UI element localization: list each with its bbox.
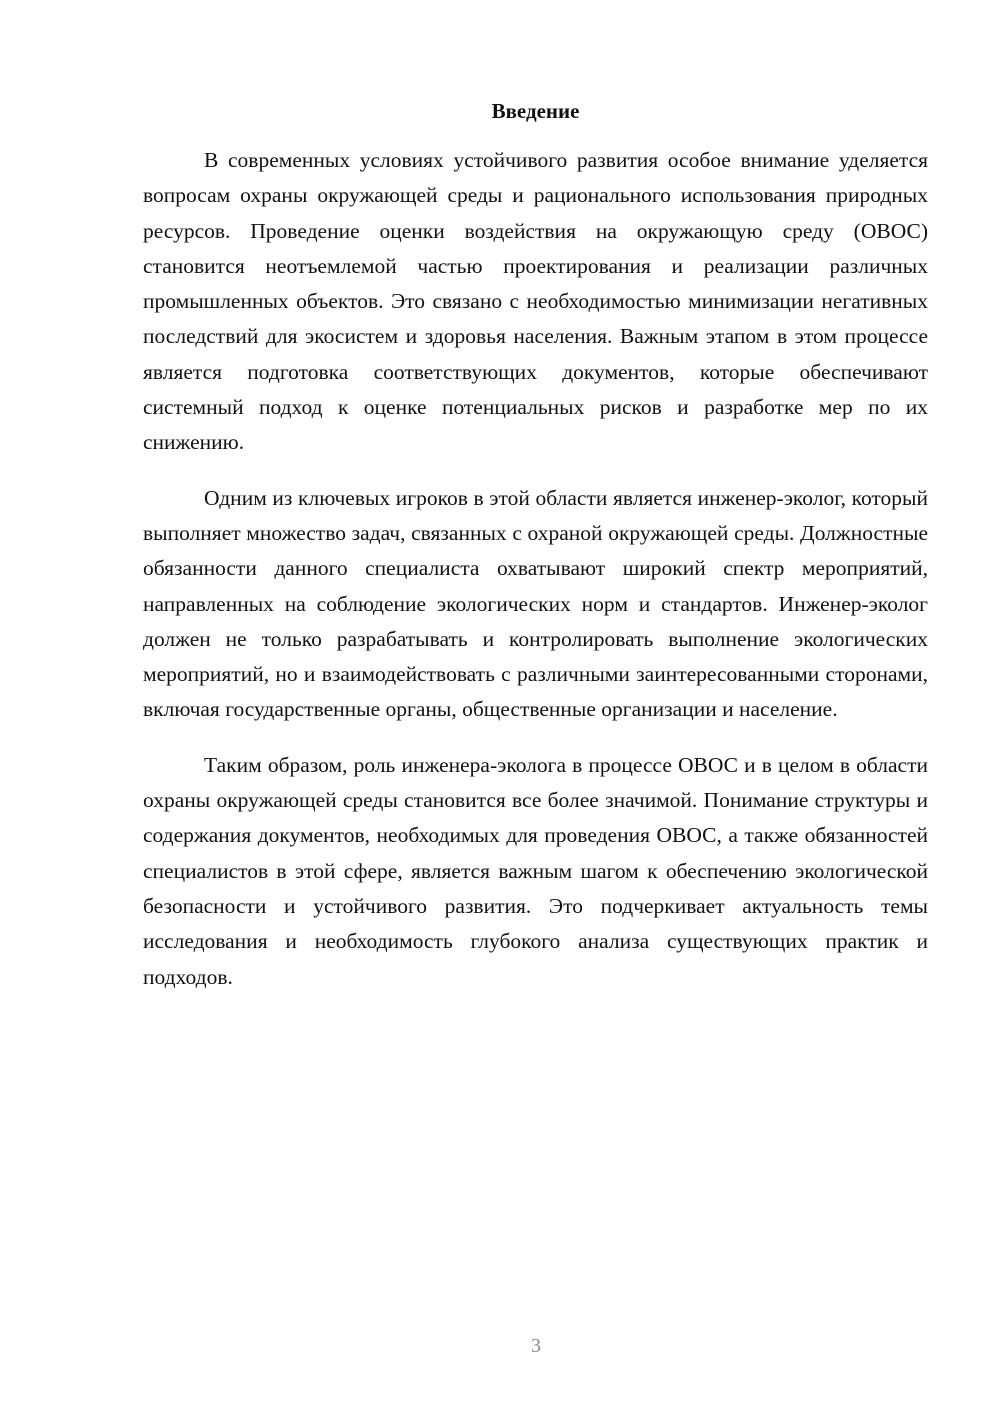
page-number: 3 [531, 1335, 541, 1357]
paragraph-3: Таким образом, роль инженера-эколога в процессе ОВОС и в целом в области охраны окружающей среды становится все более значимой. Понимание структуры и содержания документов, необходимых для проведения ОВОС, а также обязанностей специалистов в этой сфере, является важным шагом к обеспечению экологической безопасности и устойчивого развития. Это подчеркивает актуальность темы исследования и необходимость глубокого анализа существующих практик и подходов. [143, 752, 928, 989]
paragraph-2: Одним из ключевых игроков в этой области является инженер-эколог, который выполняет множество задач, связанных с охраной окружающей среды. Должностные обязанности данного специалиста охватывают широкий спектр мероприятий, направленных на соблюдение экологических норм и стандартов. Инженер-эколог должен не только разрабатывать и контролировать выполнение экологических мероприятий, но и взаимодействовать с различными заинтересованными сторонами, включая государственные органы, общественные организации и население. [143, 485, 928, 722]
body-text [143, 143, 928, 1015]
paragraph-1: В современных условиях устойчивого развития особое внимание уделяется вопросам охраны окружающей среды и рационального использования природных ресурсов. Проведение оценки воздействия на окружающую среду (ОВОС) становится неотъемлемой частью проектирования и реализации различных промышленных объектов. Это связано с необходимостью минимизации негативных последствий для экосистем и здоровья населения. Важным этапом в этом процессе является подготовка соответствующих документов, которые обеспечивают системный подход к оценке потенциальных рисков и разработке мер по их снижению. [143, 148, 928, 455]
section-heading: Введение [491, 99, 580, 123]
